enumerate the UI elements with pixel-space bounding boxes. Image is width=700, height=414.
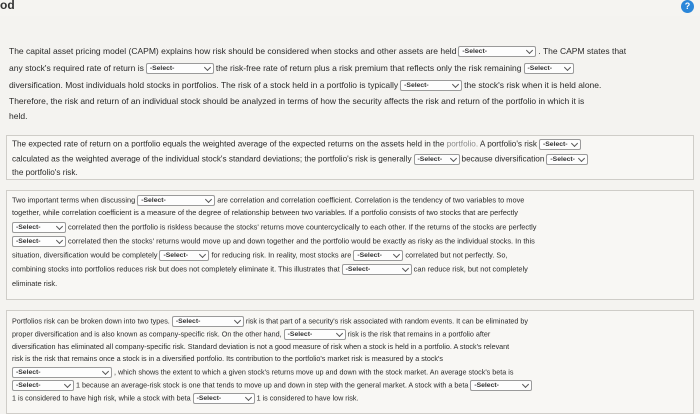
chevron-down-icon bbox=[199, 251, 206, 258]
portfolio-risk-generally-select[interactable]: -Select- bbox=[414, 154, 460, 165]
negative-correlation-select[interactable]: -Select- bbox=[12, 222, 66, 233]
chevron-down-icon bbox=[450, 155, 457, 162]
chevron-down-icon bbox=[522, 381, 529, 388]
s3-text-5c: correlated but not perfectly. So, bbox=[405, 250, 508, 260]
section-portfolio-return bbox=[6, 135, 694, 180]
chevron-down-icon bbox=[571, 140, 578, 147]
chevron-down-icon bbox=[234, 317, 241, 324]
s1-text-1b: . The CAPM states that bbox=[538, 46, 627, 56]
correlation-topic-select[interactable]: -Select- bbox=[137, 195, 215, 206]
s2-text-1-faded: portfolio. bbox=[446, 139, 479, 149]
chevron-down-icon bbox=[204, 64, 211, 71]
s1-text-2b: the risk-free rate of return plus a risk premium that reflects only the risk remaining bbox=[215, 63, 522, 73]
s2-text-2b: because diversification bbox=[461, 154, 545, 164]
low-beta-select[interactable]: -Select- bbox=[193, 393, 255, 404]
s2-text-3: the portfolio's risk. bbox=[12, 168, 78, 177]
s3-text-1b: are correlation and correlation coefficient. Correlation is the tendency of two variables to move bbox=[217, 195, 525, 205]
s3-text-6a: combining stocks into portfolios reduces risk but does not completely eliminate it. This illustrates that bbox=[12, 264, 340, 274]
market-risk-select[interactable]: -Select- bbox=[284, 329, 346, 340]
s3-text-3: correlated then the portfolio is riskless because the stocks' returns move countercyclically to each other. If the returns of the stocks are perfectly bbox=[68, 222, 537, 232]
average-beta-select[interactable]: -Select- bbox=[12, 380, 74, 391]
s4-text-1a: Portfolios risk can be broken down into two types. bbox=[12, 316, 170, 326]
s1-text-5: held. bbox=[9, 111, 28, 121]
s4-text-7a: 1 is considered to have high risk, while a stock with beta bbox=[12, 393, 191, 403]
chevron-down-icon bbox=[526, 47, 533, 54]
chevron-down-icon bbox=[452, 81, 459, 88]
s3-text-1a: Two important terms when discussing bbox=[12, 195, 136, 205]
chevron-down-icon bbox=[393, 251, 400, 258]
s3-text-5b: for reducing risk. In reality, most stocks are bbox=[211, 250, 352, 260]
beta-measure-select[interactable]: -Select- bbox=[12, 367, 112, 378]
chevron-down-icon bbox=[56, 237, 63, 244]
s4-text-3: diversification has eliminated all company-specific risk. Standard deviation is not a good measure of risk when a stock is held in a portfolio. A stock's relevant bbox=[12, 342, 510, 351]
chevron-down-icon bbox=[102, 368, 109, 375]
chevron-down-icon bbox=[578, 155, 585, 162]
s1-text-2a: any stock's required rate of return is bbox=[9, 63, 144, 73]
question-content bbox=[0, 16, 700, 414]
s1-text-4: Therefore, the risk and return of an individual stock should be analyzed in terms of how the security affects the risk and return of the portfolio in which it is bbox=[9, 96, 585, 106]
capm-held-select[interactable]: -Select- bbox=[458, 46, 536, 57]
s4-text-7b: 1 is considered to have low risk. bbox=[256, 393, 359, 403]
s2-text-2a: calculated as the weighted average of the individual stock's standard deviations; the portfolio's risk is generally bbox=[12, 154, 412, 164]
high-beta-select[interactable]: -Select- bbox=[470, 380, 532, 391]
chevron-down-icon bbox=[563, 64, 570, 71]
s3-text-7: eliminate risk. bbox=[12, 279, 58, 288]
s1-text-1a: The capital asset pricing model (CAPM) explains how risk should be considered when stocks and other assets are held bbox=[9, 46, 457, 56]
chevron-down-icon bbox=[245, 394, 252, 401]
help-icon[interactable]: ? bbox=[681, 0, 694, 13]
illustrates-select[interactable]: -Select- bbox=[342, 264, 412, 275]
s2-text-1a: The expected rate of return on a portfolio equals the weighted average of the expected returns on the assets held in the bbox=[12, 139, 445, 149]
top-bar bbox=[0, 0, 700, 16]
risk-remaining-select[interactable]: -Select- bbox=[524, 63, 574, 74]
s3-text-2: together, while correlation coefficient is a measure of the degree of relationship between two variables. If a portfolio consists of two stocks that are perfectly bbox=[12, 208, 518, 217]
header-label: od bbox=[0, 0, 15, 12]
section-risk-types bbox=[6, 310, 694, 414]
s1-text-3a: diversification. Most individuals hold stocks in portfolios. The risk of a stock held in a portfolio is typically bbox=[9, 80, 399, 90]
diversification-usefulness-select[interactable]: -Select- bbox=[159, 250, 209, 261]
chevron-down-icon bbox=[56, 223, 63, 230]
s4-text-2a: proper diversification and is also known as company-specific risk. On the other hand, bbox=[12, 329, 282, 339]
chevron-down-icon bbox=[64, 381, 71, 388]
chevron-down-icon bbox=[336, 330, 343, 337]
chevron-down-icon bbox=[205, 196, 212, 203]
s4-text-6: 1 because an average-risk stock is one that tends to move up and down in step with the general market. A stock with a beta bbox=[76, 380, 469, 390]
s4-text-4: risk is the risk that remains once a stock is in a diversified portfolio. Its contribution to the portfolio's market risk is measured by a stock's bbox=[12, 354, 443, 363]
s4-text-5: , which shows the extent to which a given stock's returns move up and down with the stock market. An average stock's beta is bbox=[114, 367, 514, 377]
chevron-down-icon bbox=[402, 265, 409, 272]
portfolio-risk-select[interactable]: -Select- bbox=[400, 80, 462, 91]
s3-text-5a: situation, diversification would be completely bbox=[12, 250, 158, 260]
diversification-effect-select[interactable]: -Select- bbox=[546, 154, 588, 165]
s3-text-4: correlated then the stocks' returns would move up and down together and the portfolio would be exactly as risky as the individual stocks. In this bbox=[68, 236, 535, 246]
s1-text-3b: the stock's risk when it is held alone. bbox=[464, 80, 602, 90]
positive-correlation-select[interactable]: -Select- bbox=[12, 236, 66, 247]
section-correlation bbox=[6, 190, 694, 300]
s4-text-2b: risk is the risk that remains in a portfolio after bbox=[347, 329, 491, 339]
portfolio-risk-calc-select[interactable]: -Select- bbox=[539, 139, 581, 150]
stocks-correlation-select[interactable]: -Select- bbox=[353, 250, 403, 261]
s3-text-6b: can reduce risk, but not completely bbox=[413, 264, 528, 274]
section-capm bbox=[0, 16, 700, 126]
diversifiable-risk-select[interactable]: -Select- bbox=[172, 316, 244, 327]
s2-text-1b: A portfolio's risk bbox=[479, 139, 537, 149]
required-return-select[interactable]: -Select- bbox=[146, 63, 214, 74]
s4-text-1b: risk is that part of a security's risk associated with random events. It can be eliminated by bbox=[245, 316, 529, 326]
